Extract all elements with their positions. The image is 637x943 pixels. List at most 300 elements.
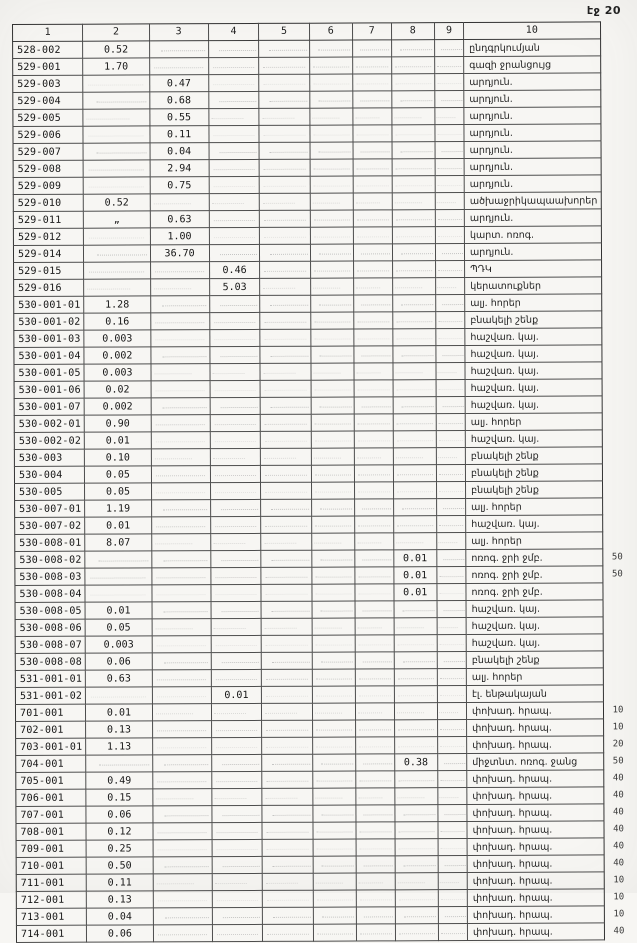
margin-note (601, 192, 637, 209)
value-cell (435, 261, 464, 278)
description-cell: հաշվառ. կայ. (465, 345, 602, 363)
value-cell (152, 721, 211, 738)
value-cell (436, 312, 465, 329)
value-cell (355, 584, 394, 601)
value-cell (355, 516, 394, 533)
value-cell (208, 74, 259, 91)
value-cell (354, 363, 393, 380)
description-cell: հաշվառ. կայ. (465, 328, 602, 346)
margin-note (602, 396, 637, 413)
margin-note (601, 345, 637, 362)
margin-note (602, 430, 637, 447)
value-cell: 0.63 (150, 211, 209, 228)
value-cell (260, 261, 310, 278)
value-cell (353, 57, 392, 74)
value-cell (211, 669, 262, 686)
description-cell: գազի ջրանցույց (464, 56, 601, 74)
value-cell (83, 177, 150, 194)
value-cell (313, 856, 356, 873)
value-cell (262, 771, 312, 788)
value-cell (392, 346, 435, 363)
value-cell (151, 381, 210, 398)
value-cell (260, 363, 310, 380)
value-cell (435, 57, 464, 74)
value-cell (311, 414, 354, 431)
value-cell (354, 380, 393, 397)
value-cell (393, 397, 436, 414)
value-cell (262, 635, 312, 652)
value-cell (312, 771, 355, 788)
code-cell: 709-001 (16, 840, 86, 857)
description-cell: փոխադ. հրապ. (467, 923, 604, 941)
value-cell (395, 873, 438, 890)
description-cell: բնակելի շենք (465, 447, 602, 465)
value-cell (151, 398, 210, 415)
value-cell (436, 397, 465, 414)
value-cell (212, 856, 263, 873)
code-cell: 710-001 (16, 857, 86, 874)
value-cell (208, 40, 259, 57)
value-cell (356, 907, 395, 924)
value-cell (311, 516, 354, 533)
value-cell (437, 516, 466, 533)
value-cell (260, 312, 310, 329)
value-cell (83, 109, 150, 126)
value-cell (435, 159, 464, 176)
column-header: 2 (83, 24, 150, 41)
value-cell (85, 585, 152, 602)
value-cell (312, 635, 355, 652)
margin-note (601, 328, 637, 345)
value-cell (354, 329, 393, 346)
page-number: էջ 20 (586, 4, 621, 17)
description-cell: ալյ. հորեր (465, 413, 602, 431)
value-cell: 0.06 (87, 925, 154, 942)
margin-note (600, 56, 637, 73)
value-cell (260, 159, 310, 176)
value-cell (208, 57, 259, 74)
value-cell: 1.28 (84, 296, 151, 313)
value-cell (394, 788, 437, 805)
value-cell: 0.25 (86, 840, 153, 857)
code-cell: 703-001-01 (16, 738, 86, 755)
margin-note (602, 498, 637, 515)
value-cell (354, 295, 393, 312)
value-cell: 0.13 (86, 721, 153, 738)
code-cell: 530-002-01 (14, 415, 84, 432)
value-cell (354, 431, 393, 448)
value-cell (392, 210, 435, 227)
code-cell: 711-001 (16, 874, 86, 891)
value-cell (211, 737, 262, 754)
margin-note (600, 90, 637, 107)
code-cell: 705-001 (16, 772, 86, 789)
value-cell (393, 414, 436, 431)
value-cell (353, 74, 392, 91)
value-cell (210, 550, 261, 567)
value-cell (259, 125, 309, 142)
value-cell (85, 551, 152, 568)
value-cell (355, 720, 394, 737)
value-cell (391, 91, 434, 108)
value-cell (392, 261, 435, 278)
value-cell (392, 159, 435, 176)
value-cell (83, 75, 150, 92)
value-cell (393, 380, 436, 397)
value-cell (310, 193, 353, 210)
value-cell (84, 228, 151, 245)
description-cell: փոխադ. հրապ. (466, 702, 603, 720)
value-cell (312, 737, 355, 754)
value-cell: 0.46 (209, 261, 260, 278)
value-cell (394, 601, 437, 618)
value-cell (209, 142, 260, 159)
value-cell (263, 924, 313, 941)
code-cell: 530-008-07 (15, 636, 85, 653)
value-cell (263, 839, 313, 856)
margin-note (601, 124, 637, 141)
value-cell (262, 788, 312, 805)
value-cell (356, 788, 395, 805)
value-cell (355, 686, 394, 703)
value-cell (391, 40, 434, 57)
value-cell (313, 839, 356, 856)
value-cell (392, 278, 435, 295)
description-cell: արդյուն. (464, 141, 601, 159)
margin-note (601, 260, 637, 277)
value-cell (149, 58, 208, 75)
margin-note: 50 (611, 551, 623, 562)
value-cell (150, 194, 209, 211)
value-cell: 0.01 (211, 686, 262, 703)
code-cell: 530-008-02 (15, 551, 85, 568)
value-cell (310, 295, 353, 312)
value-cell (310, 261, 353, 278)
value-cell (211, 754, 262, 771)
value-cell (356, 737, 395, 754)
code-cell: 530-001-04 (14, 347, 84, 364)
description-cell: կերատուքներ (465, 277, 602, 295)
value-cell (393, 465, 436, 482)
value-cell (438, 873, 467, 890)
code-cell: 706-001 (16, 789, 86, 806)
value-cell (309, 108, 352, 125)
value-cell (152, 670, 211, 687)
value-cell (353, 244, 392, 261)
value-cell (393, 448, 436, 465)
value-cell (211, 771, 262, 788)
value-cell (353, 159, 392, 176)
value-cell (209, 210, 260, 227)
value-cell (354, 397, 393, 414)
value-cell (152, 738, 211, 755)
value-cell (311, 482, 354, 499)
value-cell (354, 499, 393, 516)
value-cell (311, 550, 354, 567)
value-cell (313, 873, 356, 890)
code-cell: 529-004 (13, 92, 83, 109)
value-cell (311, 567, 354, 584)
value-cell (84, 245, 151, 262)
value-cell (211, 720, 262, 737)
value-cell (391, 108, 434, 125)
value-cell (395, 822, 438, 839)
value-cell: 0.003 (84, 364, 151, 381)
description-cell: ալյ. հորեր (466, 532, 603, 550)
value-cell (311, 584, 354, 601)
value-cell: 0.01 (393, 550, 436, 567)
value-cell (262, 737, 312, 754)
value-cell (391, 57, 434, 74)
value-cell (355, 703, 394, 720)
value-cell (437, 686, 466, 703)
value-cell (353, 193, 392, 210)
column-header: 7 (352, 23, 391, 40)
value-cell (353, 91, 392, 108)
code-cell: 707-001 (16, 806, 86, 823)
code-cell: 530-008-08 (15, 653, 85, 670)
value-cell (353, 108, 392, 125)
value-cell (210, 414, 261, 431)
value-cell: 0.49 (86, 772, 153, 789)
value-cell (311, 533, 354, 550)
value-cell: 0.003 (84, 330, 151, 347)
value-cell (354, 278, 393, 295)
value-cell (260, 329, 310, 346)
value-cell (312, 601, 355, 618)
code-cell: 529-001 (13, 58, 83, 75)
code-cell: 529-008 (13, 160, 83, 177)
value-cell (436, 482, 465, 499)
value-cell (262, 703, 312, 720)
margin-note (601, 175, 637, 192)
description-cell: բնակելի շենք (465, 311, 602, 329)
value-cell (393, 363, 436, 380)
value-cell (152, 619, 211, 636)
value-cell (436, 380, 465, 397)
value-cell (310, 227, 353, 244)
code-cell: 530-008-05 (15, 602, 85, 619)
value-cell (151, 483, 210, 500)
value-cell (311, 380, 354, 397)
margin-note (603, 600, 637, 617)
value-cell (436, 499, 465, 516)
value-cell (393, 431, 436, 448)
value-cell (395, 924, 438, 941)
value-cell (210, 482, 261, 499)
description-cell: ՊԴԿ (465, 260, 602, 278)
value-cell (354, 346, 393, 363)
description-cell: էլ. ենթակայան (466, 685, 603, 703)
value-cell (209, 363, 260, 380)
value-cell (153, 806, 212, 823)
margin-note (601, 141, 637, 158)
column-header: 8 (391, 23, 434, 40)
description-cell: փոխադ. հրապ. (467, 736, 604, 754)
margin-note: 40 (613, 840, 625, 851)
description-cell: հաշվառ. կայ. (466, 617, 603, 635)
description-cell: փոխադ. հրապ. (467, 804, 604, 822)
value-cell (210, 533, 261, 550)
value-cell (152, 704, 211, 721)
value-cell (310, 363, 353, 380)
value-cell (309, 91, 352, 108)
value-cell (355, 550, 394, 567)
value-cell (435, 227, 464, 244)
value-cell (151, 364, 210, 381)
description-cell: փոխադ. հրապ. (467, 906, 604, 924)
value-cell: 0.01 (85, 517, 152, 534)
value-cell (395, 839, 438, 856)
value-cell (260, 176, 310, 193)
code-cell: 531-001-02 (15, 687, 85, 704)
value-cell (436, 431, 465, 448)
value-cell (313, 924, 356, 941)
value-cell (261, 448, 311, 465)
value-cell (261, 567, 311, 584)
value-cell (209, 176, 260, 193)
value-cell (309, 125, 352, 142)
value-cell (393, 533, 436, 550)
value-cell (437, 635, 466, 652)
margin-note (602, 515, 637, 532)
value-cell (211, 805, 262, 822)
value-cell (436, 295, 465, 312)
value-cell (355, 652, 394, 669)
value-cell (262, 805, 312, 822)
value-cell: 0.04 (87, 908, 154, 925)
value-cell (210, 499, 261, 516)
code-cell: 529-009 (13, 177, 83, 194)
description-cell: արդյուն. (464, 209, 601, 227)
value-cell (434, 40, 463, 57)
value-cell (152, 602, 211, 619)
value-cell (392, 142, 435, 159)
code-cell: 530-008-06 (15, 619, 85, 636)
value-cell (394, 652, 437, 669)
column-header: 9 (434, 23, 463, 40)
value-cell (356, 839, 395, 856)
value-cell (394, 805, 437, 822)
value-cell (150, 313, 209, 330)
value-cell (354, 312, 393, 329)
description-cell: հաշվառ. կայ. (466, 634, 603, 652)
value-cell: 5.03 (209, 278, 260, 295)
margin-note (602, 464, 637, 481)
margin-note (601, 294, 637, 311)
value-cell (261, 584, 311, 601)
value-cell (263, 856, 313, 873)
value-cell (356, 856, 395, 873)
description-cell: արդյուն. (464, 73, 601, 91)
value-cell (260, 278, 310, 295)
value-cell (211, 601, 262, 618)
description-cell: արդյուն. (464, 175, 601, 193)
value-cell (260, 346, 310, 363)
value-cell: 0.16 (84, 313, 151, 330)
value-cell (262, 754, 312, 771)
value-cell: 1.00 (150, 228, 209, 245)
value-cell (438, 754, 467, 771)
margin-note (601, 226, 637, 243)
value-cell (393, 499, 436, 516)
value-cell (312, 652, 355, 669)
value-cell (437, 618, 466, 635)
value-cell (259, 40, 309, 57)
margin-note: 40 (613, 925, 625, 936)
value-cell (86, 755, 153, 772)
value-cell (310, 346, 353, 363)
description-cell: արդյուն. (464, 124, 601, 142)
value-cell (437, 652, 466, 669)
value-cell: 0.90 (84, 415, 151, 432)
value-cell (435, 91, 464, 108)
value-cell (208, 91, 259, 108)
value-cell (394, 686, 437, 703)
value-cell (391, 74, 434, 91)
value-cell (209, 227, 260, 244)
value-cell (261, 397, 311, 414)
value-cell: 0.05 (85, 466, 152, 483)
value-cell: 0.55 (150, 109, 209, 126)
value-cell: 0.01 (85, 432, 152, 449)
code-cell: 702-001 (16, 721, 86, 738)
value-cell (353, 227, 392, 244)
description-cell: ալյ. հորեր (465, 294, 602, 312)
value-cell (394, 703, 437, 720)
value-cell (209, 244, 260, 261)
value-cell (309, 57, 352, 74)
value-cell (262, 618, 312, 635)
code-cell: 531-001-01 (15, 670, 85, 687)
value-cell: 0.01 (393, 584, 436, 601)
value-cell (153, 925, 212, 942)
value-cell (394, 771, 437, 788)
value-cell (211, 618, 262, 635)
value-cell (355, 635, 394, 652)
value-cell (311, 465, 354, 482)
value-cell (85, 568, 152, 585)
value-cell: 0.002 (84, 347, 151, 364)
value-cell (261, 550, 311, 567)
value-cell (211, 788, 262, 805)
code-cell: 530-008-04 (15, 585, 85, 602)
column-header: 1 (13, 24, 83, 41)
value-cell (259, 142, 309, 159)
description-cell: ոռոգ. ջրի ջմբ. (466, 583, 603, 601)
value-cell (151, 449, 210, 466)
value-cell (150, 296, 209, 313)
column-header: 5 (259, 23, 309, 40)
value-cell (395, 907, 438, 924)
description-cell: հաշվառ. կայ. (465, 379, 602, 397)
code-cell: 704-001 (16, 755, 86, 772)
margin-note: 10 (612, 721, 624, 732)
value-cell (311, 448, 354, 465)
value-cell (151, 415, 210, 432)
value-cell (151, 432, 210, 449)
value-cell (353, 125, 392, 142)
value-cell (311, 431, 354, 448)
value-cell (152, 585, 211, 602)
value-cell (151, 347, 210, 364)
value-cell (437, 567, 466, 584)
code-cell: 530-001-05 (14, 364, 84, 381)
value-cell (260, 227, 310, 244)
value-cell (151, 534, 210, 551)
value-cell (438, 856, 467, 873)
value-cell (153, 891, 212, 908)
